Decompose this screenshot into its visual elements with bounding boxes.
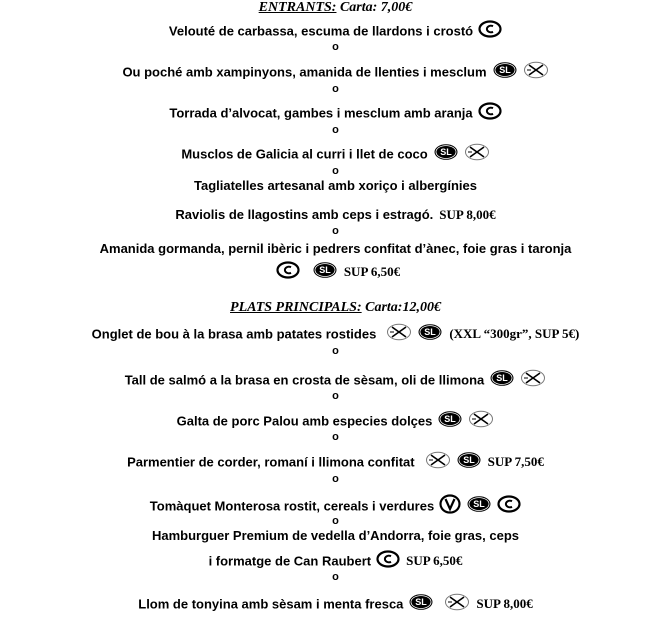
menu-item [0, 207, 671, 223]
dish-name: Onglet de bou à la brasa amb patates rostides [91, 326, 377, 342]
menu-item [0, 23, 671, 41]
dish-name: Musclos de Galicia al curri i llet de coco [181, 146, 428, 162]
no-lactose-icon [523, 61, 549, 79]
no-lactose-icon [425, 451, 451, 469]
c-badge-icon [376, 550, 400, 568]
principals-title: PLATS PRINCIPALS: [230, 300, 362, 315]
no-lactose-icon [468, 410, 494, 428]
supplement-price: (XXL “300gr”, SUP 5€) [449, 326, 580, 342]
menu-item [0, 528, 671, 543]
separator: o [332, 345, 339, 357]
menu-item [0, 146, 671, 164]
dish-name: Parmentier de corder, romaní i llimona confitat [127, 454, 415, 470]
separator: o [332, 473, 339, 485]
separator: o [332, 515, 339, 527]
sl-badge-icon [466, 495, 492, 513]
no-lactose-icon [520, 369, 546, 387]
dish-name: Galta de porc Palou amb especies dolçes [176, 413, 433, 429]
menu-item [0, 64, 671, 82]
dish-name: Velouté de carbassa, escuma de llardons i crostó [168, 23, 474, 39]
sl-badge-icon [437, 410, 463, 428]
separator: o [332, 165, 339, 177]
sl-badge-icon [312, 261, 338, 279]
dish-name: Amanida gormanda, pernil ibèric i pedrers confitat d’ànec, foie gras i taronja [99, 241, 572, 256]
menu-item [0, 241, 671, 256]
separator: o [332, 225, 339, 237]
menu-item [0, 178, 671, 193]
dish-name: Raviolis de llagostins amb ceps i estragó. [175, 207, 434, 222]
c-badge-icon [276, 261, 300, 279]
sl-badge-icon [417, 323, 443, 341]
menu-item [0, 596, 671, 614]
menu-item [0, 413, 671, 431]
entrants-price: Carta: 7,00€ [339, 0, 413, 15]
supplement-price: SUP 6,50€ [406, 553, 463, 569]
supplement-price: SUP 8,00€ [439, 207, 496, 222]
sl-badge-icon [489, 369, 515, 387]
v-badge-icon [439, 494, 461, 514]
no-lactose-icon [464, 143, 490, 161]
sl-badge-icon [456, 451, 482, 469]
sl-badge-icon [408, 593, 434, 611]
dish-name: Llom de tonyina amb sèsam i menta fresca [138, 596, 404, 612]
dish-name: i formatge de Can Raubert [208, 553, 372, 569]
dish-name: Tall de salmó a la brasa en crosta de sèsam, oli de llimona [124, 372, 485, 388]
c-badge-icon [497, 495, 521, 513]
separator: o [332, 571, 339, 583]
menu-item [0, 553, 671, 571]
dish-name: Hamburguer Premium de vedella d’Andorra, foie gras, ceps [152, 528, 519, 543]
dish-name: Tomàquet Monterosa rostit, cereals i verdures [149, 498, 435, 514]
sl-badge-icon [433, 143, 459, 161]
c-badge-icon [478, 102, 502, 120]
entrants-heading [0, 0, 671, 16]
menu-item [0, 372, 671, 390]
dish-name: Ou poché amb xampinyons, amanida de llenties i mesclum [122, 64, 487, 80]
separator: o [332, 124, 339, 136]
no-lactose-icon [444, 593, 470, 611]
menu-item [0, 105, 671, 123]
menu-item-icons [0, 264, 671, 282]
dish-name: Torrada d’alvocat, gambes i mesclum amb aranja [169, 105, 473, 121]
no-lactose-icon [386, 323, 412, 341]
c-badge-icon [478, 20, 502, 38]
principals-heading [0, 300, 671, 316]
principals-price: Carta:12,00€ [365, 300, 441, 315]
dish-name: Tagliatelles artesanal amb xoriço i albergínies [194, 178, 477, 193]
menu-item [0, 326, 671, 344]
entrants-title: ENTRANTS: [258, 0, 337, 15]
sl-badge-icon [492, 61, 518, 79]
supplement-price: SUP 8,00€ [476, 596, 533, 612]
separator: o [332, 390, 339, 402]
separator: o [332, 41, 339, 53]
separator: o [332, 431, 339, 443]
menu-item [0, 497, 671, 517]
separator: o [332, 83, 339, 95]
supplement-price: SUP 6,50€ [343, 264, 401, 280]
menu-item [0, 454, 671, 472]
supplement-price: SUP 7,50€ [487, 454, 544, 470]
